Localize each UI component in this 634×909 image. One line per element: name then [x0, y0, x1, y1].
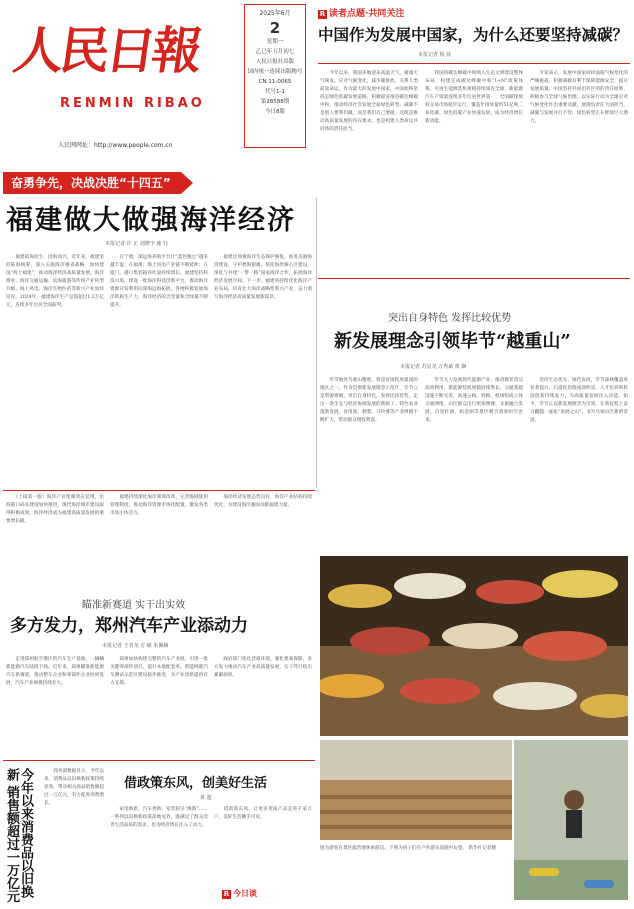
zhengzhou-col-1: 走进郑州航空港区的汽车生产基地，一辆辆新能源汽车陆续下线。近年来，郑州瞄准新能源汽车新赛道，推动整车企业和零部件企业协同发展，汽车产业规模持续壮大。 [6, 657, 104, 686]
banner-arrow-icon [181, 172, 193, 194]
stadium-photo-image [320, 740, 512, 840]
photo-credit: 新华社记者摄 [468, 846, 497, 851]
photo-caption [320, 845, 512, 885]
today-read-text: 今日谈 [233, 889, 257, 898]
policy-col-2: 借政策东风，让更多优质产品走进千家万户，美好生活触手可及。 [214, 807, 312, 820]
postal-code: 代号1-1 [265, 89, 285, 95]
policy-col-1: 家电焕新、汽车更新、家装厨卫“焕新”……一系列以旧换新政策落地见效，既满足了群众改善生活品质的需求，也为经济增长注入了动力。 [110, 807, 208, 828]
column-divider [316, 198, 317, 488]
continue-col-3: 海洋经济发展态势良好，海洋产业结构持续优化，为建设海洋强国贡献福建力量。 [214, 495, 312, 508]
topright-article [318, 6, 628, 58]
continue-col-1: （上接第一版）海洋产业集聚效应显现，沿海港口码头建设加快推进，现代海洋城市建设取得积极成效，海洋经济成为福建高质量发展的重要增长极。 [6, 495, 104, 524]
zhengzhou-kicker: 瞄准新赛道 实干出实效 [82, 600, 186, 611]
divider [3, 490, 315, 491]
continue-col-2: 福建持续深化海洋领域改革，完善海域使用管理制度，推动海洋资源市场化配置，激发各类市场主体活力。 [110, 495, 208, 516]
weekday: 星期一 [266, 39, 284, 45]
child-play-photo [514, 740, 628, 900]
lead-headline[interactable]: 福建做大做强海洋经济 [6, 205, 296, 236]
lunar-date: 乙巳年五月初七 [255, 49, 295, 55]
bijie-headline[interactable]: 新发展理念引领毕节“越重山” [334, 331, 571, 352]
bijie-kicker: 突出自身特色 发挥比较优势 [388, 313, 512, 324]
page-count: 今日8版 [265, 109, 285, 115]
lead-col-2: 在宁德，深远海养殖平台让“蓝色粮仓”越来越丰盈；在福州，海上风电产业链不断延伸；在厦门，港口集装箱吞吐量持续增长。福建坚持科技兴海，建设一批海洋科技创新平台，推动海洋资源开发利用向深海远海拓展。各地积极发展海洋新质生产力，海洋经济的含金量和含绿量不断提升。 [110, 255, 208, 308]
camping-photo [320, 556, 628, 736]
reader-tag-icon: R [319, 10, 326, 18]
date-month: 2025年6月 [259, 10, 291, 17]
date-day: 2 [269, 19, 281, 37]
zhengzhou-byline: 本报记者 王者龙 方 敏 朱佩娴 [102, 643, 169, 649]
lead-col-1: 福建依海而生、因海而兴。近年来，福建坚持陆海统筹，深入实施海洋强省战略，加快建设“海上福建”，推动海洋经济高质量发展。海洋渔业、海洋交通运输、滨海旅游等传统产业转型升级，海上风电、海洋生物医药等新兴产业加快培育。2024年，福建海洋生产总值超过1.2万亿元，连续多年位居全国前列。 [6, 255, 104, 308]
bijie-col-2: 毕节大力发展现代能源产业，推动煤炭清洁高效利用，新能源装机规模持续增长。交通基础设施不断完善，高速公路、铁路、机场构成立体交通网络，山区群众出行更加便捷。文旅融合发展，百里杜鹃、织金洞等景区吸引游客纷至沓来。 [425, 378, 523, 423]
logo-pinyin: RENMIN RIBAO [60, 96, 205, 111]
bijie-byline: 本报记者 苏显龙 万秀斌 黄 娴 [400, 364, 467, 370]
zhengzhou-col-3: 政府部门优化营商环境，强化要素保障，多方发力推动汽车产业高质量发展，实干笃行结出累累硕果。 [214, 657, 312, 678]
today-read-icon: R [223, 890, 230, 898]
topright-col-3: 专家表示，发展中国家同样面临气候变化的严峻挑战，积极减碳有利于保障能源安全、提升发展质量。中国坚持共同但有区别的责任原则，积极参与全球气候治理，以实际行动为全球应对气候变化作出重要贡献，展现负责任大国担当。减碳与发展并行不悖，绿色转型正在释放巨大潜力。 [530, 71, 628, 124]
date-box [244, 4, 306, 148]
newspaper-logo: 人民日報 [9, 21, 203, 80]
topright-byline: 本报记者 杨 晨 [418, 52, 452, 58]
divider [3, 760, 315, 761]
publisher: 人民日报社出版 [255, 59, 295, 65]
topright-col-1: 今年以来，我国多地迎来高温天气，极端天气频发。应对气候变化，减少碳排放，关系人类前途命运。作为最大的发展中国家，中国始终坚持走绿色低碳发展道路，积极稳妥推进碳达峰碳中和，推动经济社会发展全面绿色转型。减碳不是别人要我们做，而是我们自己要做。这既是推动高质量发展的内在要求，也是构建人类命运共同体的责任担当。 [320, 71, 418, 132]
banner-text: 奋勇争先，决战决胜“十四五” [3, 172, 181, 194]
red-banner [3, 172, 193, 194]
lead-col-3: 福建还加强海洋生态保护修复，推进美丽海湾建设，守护碧海银滩。依托海丝核心区建设，深化与共建“一带一路”国家海洋合作，拓展海洋经济发展空间。下一步，福建将持续优化海洋产业布局，培育壮大海洋战略性新兴产业，奋力谱写海洋经济高质量发展新篇章。 [214, 255, 312, 300]
issue-number: 第28588期 [260, 99, 290, 105]
consumer-vertical-headline[interactable]: 今年以来消费品以旧换新 销售额超过一万亿元 [4, 768, 33, 903]
topright-headline[interactable]: 中国作为发展中国家，为什么还要坚持减碳？ [318, 26, 629, 44]
bijie-col-3: 坚持生态优先、绿色发展，毕节森林覆盖率显著提升，石漠化治理成效明显。人才培养和科技创新持续发力，为高质量发展注入动能。如今，毕节正以新发展理念为引领，在新征程上奋力翻越一座座“发展之山”，书写乌蒙山区新的奇迹。 [530, 378, 628, 423]
zhengzhou-col-2: 郑州加快构建完整的汽车产业链，引进一批关键零部件项目，提升本地配套率。智能网联汽车测试示范区建设稳步推进，为产业创新提供有力支撑。 [110, 657, 208, 686]
child-play-image [514, 740, 628, 900]
lead-byline: 本报记者 许 正 刘晓宇 施 钰 [105, 241, 168, 247]
topright-col-2: 我国将碳达峰碳中和纳入生态文明建设整体布局，构建完成碳达峰碳中和“1+N”政策体系。可再生能源装机规模持续领先全球，新能源汽车产销量连续多年位居世界第一。全国碳排放权交易市场稳步运行，覆盖年排放量约51亿吨二氧化碳。绿色低碳产业快速发展，成为经济增长新动能。 [425, 71, 523, 124]
divider [318, 63, 630, 64]
section-label-text: 读者点题·共同关注 [329, 9, 405, 19]
policy-headline[interactable]: 借政策东风，创美好生活 [124, 776, 268, 791]
today-read-label[interactable] [222, 888, 257, 899]
website-url[interactable]: 人民网网址：http://www.people.com.cn [58, 142, 173, 149]
cn-number: CN 11-0065 [258, 79, 292, 85]
section-label [318, 6, 628, 19]
bijie-col-1: 毕节地处乌蒙山腹地，曾是贫困程度最深的地区之一。作为贯彻新发展理念示范区，毕节立足资源禀赋，突出自身特色，发挥比较优势，走出一条生态与经济协调发展的新路子。特色农业蓬勃发展，食用菌、刺梨、马铃薯等产业规模不断扩大，带动群众增收致富。 [320, 378, 418, 423]
issn-label: 国内统一连续出版物号 [247, 69, 303, 75]
divider [318, 278, 630, 279]
consumer-body: 商务部数据显示，今年以来，消费品以旧换新政策持续显效，带动相关商品销售额超过一万亿元，有力促进消费增长。 [44, 769, 104, 806]
camping-photo-image [320, 556, 628, 736]
zhengzhou-headline[interactable]: 多方发力，郑州汽车产业添动力 [10, 616, 248, 636]
stadium-photo [320, 740, 512, 840]
photo-caption-text: 图为游客在景区露营地休闲游玩。下图为孩子们在户外游乐设施中玩耍。 [320, 846, 468, 851]
policy-byline: 黄 超 [200, 795, 212, 801]
